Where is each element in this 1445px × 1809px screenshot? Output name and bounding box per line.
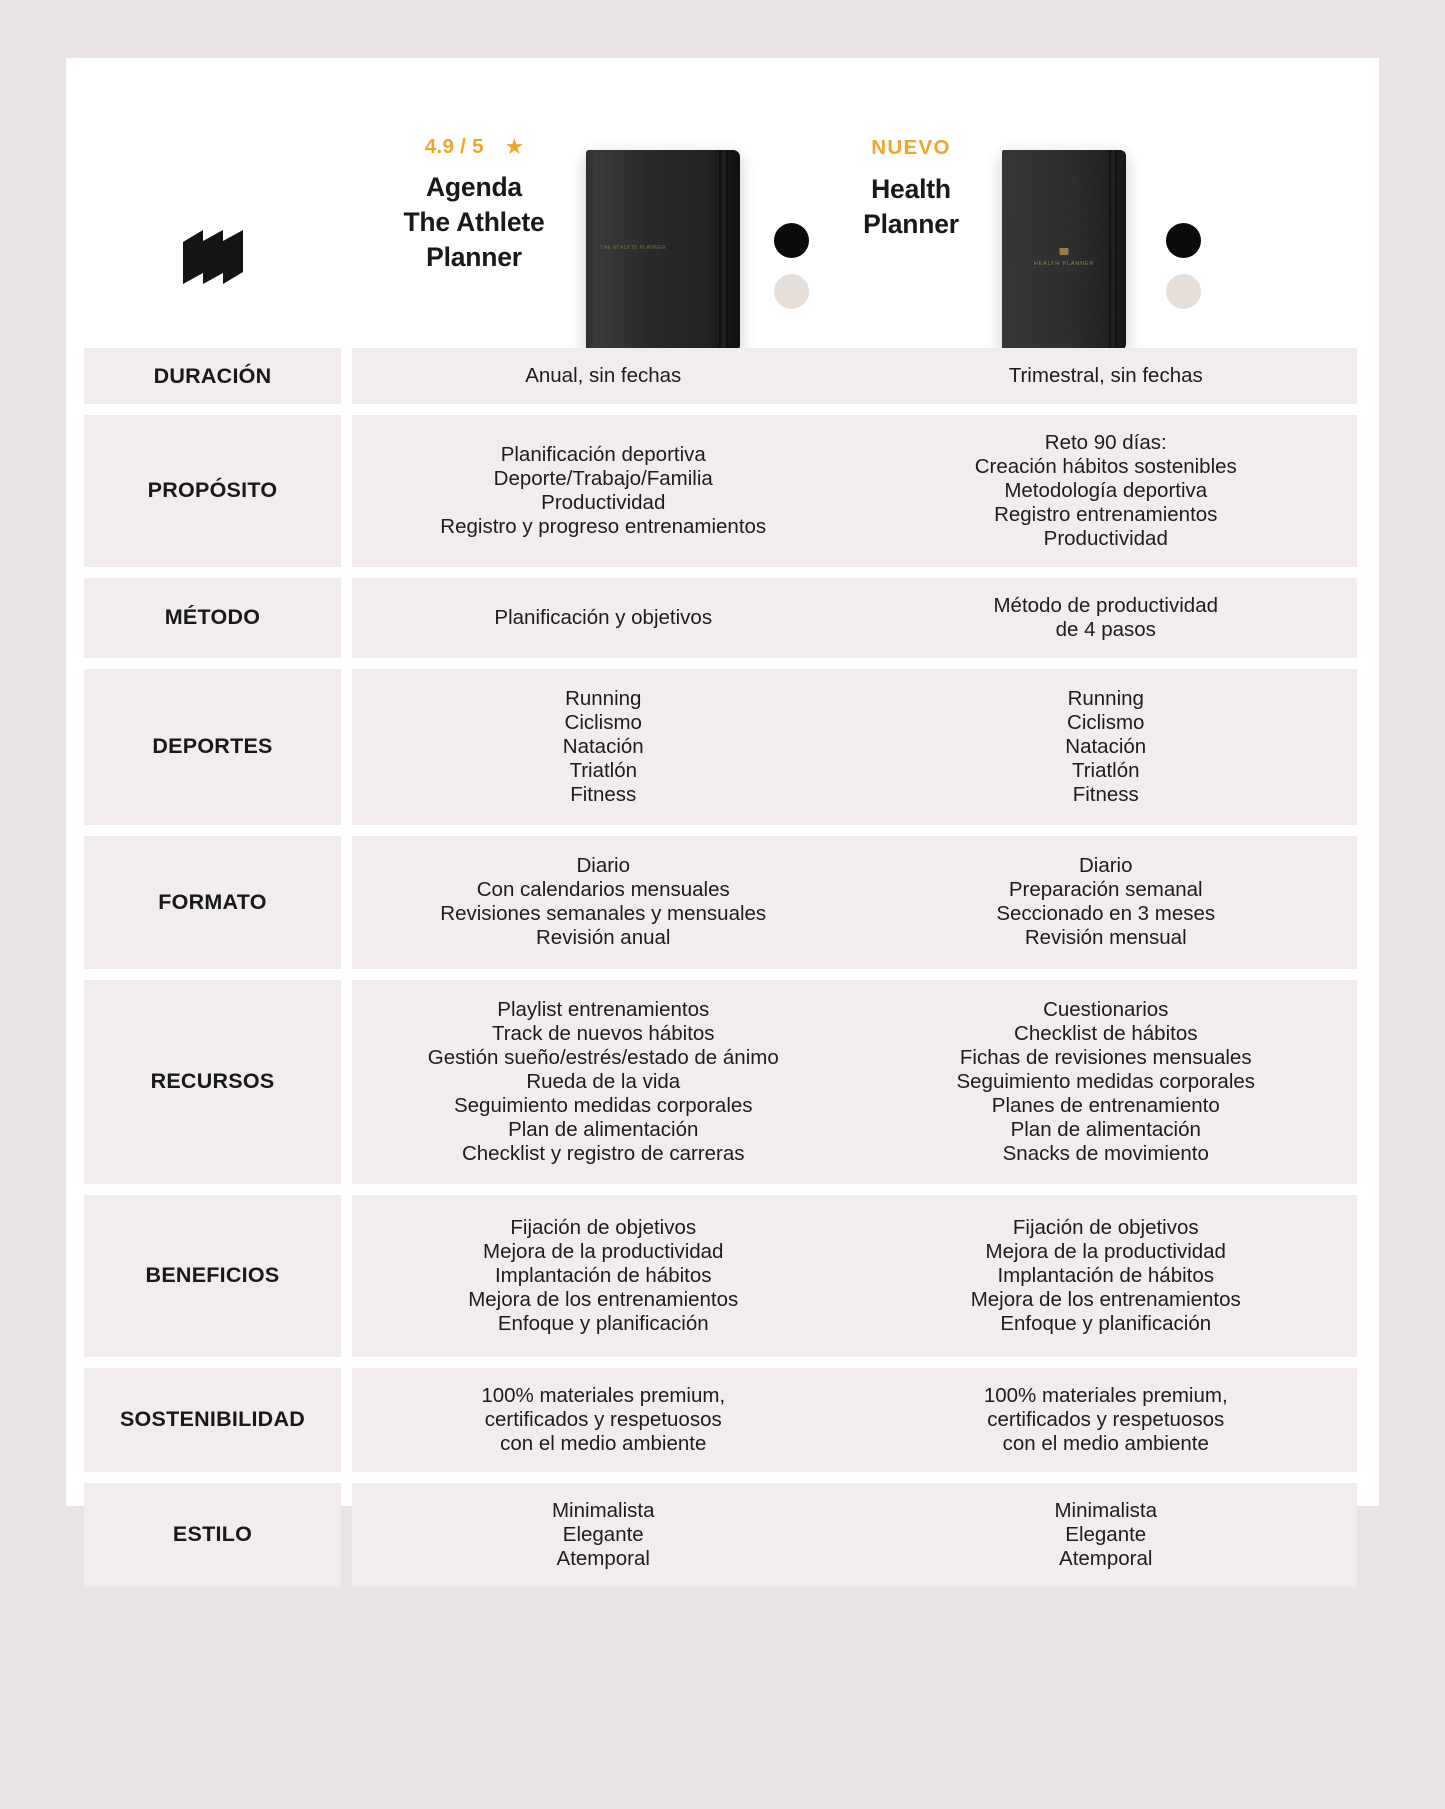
cell-line: Atemporal	[1059, 1546, 1153, 1570]
cell-estilo-health-planner	[855, 1483, 1358, 1587]
cell-line: certificados y respetuosos	[987, 1407, 1225, 1431]
cell-line: Minimalista	[1054, 1498, 1158, 1522]
cell-line: Ciclismo	[564, 710, 642, 734]
cell-line: certificados y respetuosos	[484, 1407, 722, 1431]
cell-line: Planificación deportiva	[500, 442, 706, 466]
cell-line: Implantación de hábitos	[494, 1263, 712, 1287]
cell-proposito-health-planner	[855, 415, 1358, 567]
cell-line: Diario	[1078, 854, 1133, 878]
cell-deportes-health-planner	[855, 669, 1358, 825]
cell-line: Fitness	[570, 782, 637, 806]
cell-line: Mejora de la productividad	[483, 1239, 724, 1263]
cell-line: Trimestral, sin fechas	[1008, 364, 1203, 387]
cell-line: Plan de alimentación	[508, 1117, 699, 1141]
cell-line: Registro y progreso entrenamientos	[440, 514, 767, 538]
cell-line: Natación	[1065, 734, 1147, 758]
cell-line: Checklist de hábitos	[1014, 1021, 1198, 1045]
product-right-name-line-1: Health	[871, 174, 951, 204]
swatch-beige[interactable]	[1166, 274, 1201, 309]
badge-nuevo: NUEVO	[871, 136, 951, 159]
rating-value: 4.9 / 5	[424, 135, 484, 158]
cell-line: Rueda de la vida	[526, 1069, 681, 1093]
cell-line: Ciclismo	[1067, 710, 1145, 734]
cell-line: Registro entrenamientos	[994, 502, 1218, 526]
row-values-beneficios	[352, 1195, 1357, 1357]
table-row	[84, 980, 1357, 1184]
cell-line: Productividad	[541, 490, 666, 514]
row-values-estilo	[352, 1483, 1357, 1587]
cell-line: Fijación de objetivos	[1012, 1215, 1199, 1239]
cell-beneficios-health-planner	[855, 1195, 1358, 1357]
cell-line: Seguimiento medidas corporales	[453, 1093, 753, 1117]
cell-line: Triatlón	[1071, 758, 1140, 782]
row-label-formato: FORMATO	[84, 836, 341, 969]
notebook-elastic-band	[719, 150, 728, 352]
row-label-estilo: ESTILO	[84, 1483, 341, 1587]
cell-line: Método de productividad	[993, 593, 1218, 617]
cell-line: Seccionado en 3 meses	[996, 902, 1216, 926]
cell-line: Checklist y registro de carreras	[461, 1141, 745, 1165]
cell-line: Deporte/Trabajo/Familia	[493, 466, 713, 490]
cell-recursos-health-planner	[855, 980, 1358, 1184]
cell-line: Cuestionarios	[1043, 997, 1169, 1021]
cell-line: Implantación de hábitos	[997, 1263, 1215, 1287]
cell-line: Reto 90 días:	[1044, 431, 1167, 454]
cell-line: Planificación y objetivos	[494, 605, 713, 629]
row-label-recursos: RECURSOS	[84, 980, 341, 1184]
row-label-metodo: MÉTODO	[84, 578, 341, 658]
product-left-name-line-1: Agenda	[426, 172, 522, 202]
product-left-name-line-2: The Athlete	[403, 206, 545, 237]
notebook-cover-text: THE ATHLETE PLANNER	[600, 244, 667, 251]
cell-line: con el medio ambiente	[1002, 1431, 1209, 1455]
cell-metodo-health-planner	[855, 578, 1358, 658]
cell-line: Fitness	[1072, 782, 1139, 806]
products-header	[66, 58, 1379, 348]
cell-line: Revisión anual	[536, 926, 671, 950]
cell-line: Preparación semanal	[1008, 878, 1203, 902]
cell-beneficios-athlete-planner	[352, 1195, 855, 1357]
cell-line: Triatlón	[569, 758, 638, 782]
table-row	[84, 836, 1357, 969]
row-values-recursos	[352, 980, 1357, 1184]
row-values-sostenibilidad	[352, 1368, 1357, 1472]
row-values-metodo	[352, 578, 1357, 658]
cell-proposito-athlete-planner	[352, 415, 855, 567]
product-right-name-line-2: Planner	[863, 208, 959, 239]
cell-line: Seguimiento medidas corporales	[956, 1069, 1256, 1093]
product-card-athlete-planner	[309, 58, 789, 348]
cell-duracion-health-planner	[855, 348, 1358, 404]
cell-line: Mejora de los entrenamientos	[970, 1287, 1241, 1311]
cell-line: Playlist entrenamientos	[497, 997, 710, 1021]
table-row	[84, 578, 1357, 658]
cell-line: Revisiones semanales y mensuales	[440, 902, 767, 926]
cell-sostenibilidad-health-planner	[855, 1368, 1358, 1472]
product-right-swatches	[1166, 223, 1201, 309]
notebook-elastic-band	[1109, 150, 1117, 350]
row-values-duracion	[352, 348, 1357, 404]
cell-line: Anual, sin fechas	[525, 364, 682, 387]
cell-recursos-athlete-planner	[352, 980, 855, 1184]
cell-line: Elegante	[1065, 1522, 1147, 1546]
cell-deportes-athlete-planner	[352, 669, 855, 825]
cell-line: 100% materiales premium,	[983, 1383, 1228, 1407]
cell-line: Natación	[562, 734, 644, 758]
cell-line: Running	[565, 686, 642, 710]
notebook-cover-text: HEALTH PLANNER	[1033, 261, 1095, 267]
cell-line: Fichas de revisiones mensuales	[959, 1045, 1252, 1069]
cell-line: Track de nuevos hábitos	[491, 1021, 715, 1045]
zigzag-brand-logo	[181, 226, 259, 288]
product-right-text	[796, 136, 1026, 242]
cell-line: Fijación de objetivos	[510, 1215, 697, 1239]
product-left-name-line-3: Planner	[426, 241, 522, 272]
cell-line: Productividad	[1043, 526, 1168, 550]
product-right-notebook-image	[1002, 150, 1126, 350]
cell-line: Enfoque y planificación	[497, 1311, 709, 1335]
cell-line: Revisión mensual	[1024, 926, 1187, 950]
cell-line: Creación hábitos sostenibles	[974, 454, 1237, 478]
cell-formato-health-planner	[855, 836, 1358, 969]
comparison-table	[66, 348, 1379, 1587]
cell-line: Snacks de movimiento	[1002, 1141, 1209, 1165]
cell-formato-athlete-planner	[352, 836, 855, 969]
cell-estilo-athlete-planner	[352, 1483, 855, 1587]
table-row	[84, 348, 1357, 404]
cell-line: Planes de entrenamiento	[991, 1093, 1220, 1117]
rating-line	[359, 136, 589, 158]
cell-line: Enfoque y planificación	[1000, 1311, 1212, 1335]
row-label-beneficios: BENEFICIOS	[84, 1195, 341, 1357]
cell-line: Con calendarios mensuales	[476, 878, 730, 902]
star-icon: ★	[505, 136, 524, 158]
cell-duracion-athlete-planner	[352, 348, 855, 404]
cell-line: Minimalista	[551, 1498, 655, 1522]
table-row	[84, 1368, 1357, 1472]
product-right-name	[796, 172, 1026, 242]
cell-line: Elegante	[562, 1522, 644, 1546]
product-left-text	[359, 136, 589, 275]
cell-line: Running	[1067, 686, 1144, 710]
table-row	[84, 669, 1357, 825]
row-label-duracion: DURACIÓN	[84, 348, 341, 404]
row-label-proposito: PROPÓSITO	[84, 415, 341, 567]
table-row	[84, 1483, 1357, 1587]
cell-sostenibilidad-athlete-planner	[352, 1368, 855, 1472]
cell-line: de 4 pasos	[1055, 617, 1156, 641]
row-values-formato	[352, 836, 1357, 969]
cell-line: Mejora de los entrenamientos	[468, 1287, 739, 1311]
cell-metodo-athlete-planner	[352, 578, 855, 658]
cell-line: Gestión sueño/estrés/estado de ánimo	[427, 1045, 779, 1069]
row-label-deportes: DEPORTES	[84, 669, 341, 825]
product-left-name	[359, 170, 589, 275]
cell-line: con el medio ambiente	[500, 1431, 707, 1455]
cell-line: Plan de alimentación	[1010, 1117, 1201, 1141]
product-left-notebook-image	[586, 150, 740, 352]
table-row	[84, 1195, 1357, 1357]
cell-line: Metodología deportiva	[1004, 478, 1208, 502]
notebook-emblem-icon	[1060, 248, 1069, 255]
comparison-sheet	[66, 58, 1379, 1570]
row-label-sostenibilidad: SOSTENIBILIDAD	[84, 1368, 341, 1472]
cell-line: Mejora de la productividad	[985, 1239, 1226, 1263]
row-values-deportes	[352, 669, 1357, 825]
table-row	[84, 415, 1357, 567]
cell-line: Diario	[576, 854, 631, 878]
product-card-health-planner	[766, 58, 1266, 348]
swatch-black[interactable]	[1166, 223, 1201, 258]
cell-line: 100% materiales premium,	[481, 1383, 726, 1407]
cell-line: Atemporal	[556, 1546, 650, 1570]
row-values-proposito	[352, 415, 1357, 567]
